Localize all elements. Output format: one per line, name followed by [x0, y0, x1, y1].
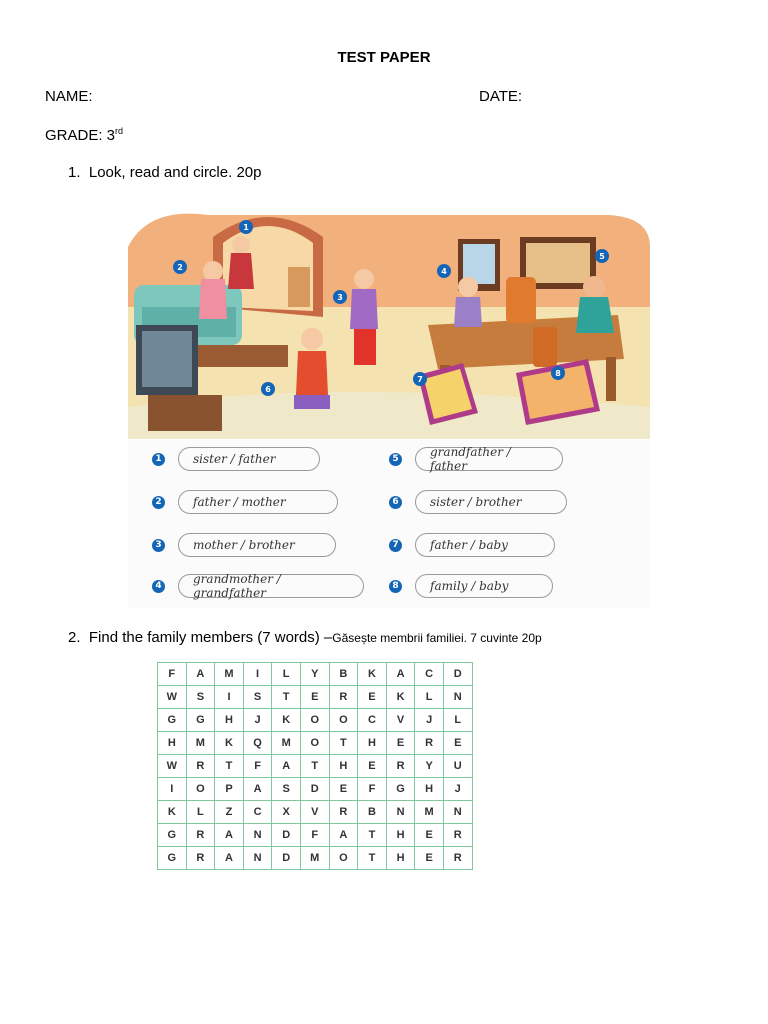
answer-pill-5[interactable]: grandfather / father — [415, 447, 563, 471]
word-search-cell[interactable]: R — [186, 755, 215, 778]
word-search-cell[interactable]: M — [215, 663, 244, 686]
answer-row-4 — [152, 574, 364, 598]
word-search-cell[interactable]: N — [243, 847, 272, 870]
word-search-cell[interactable]: Y — [415, 755, 444, 778]
word-search-cell[interactable]: W — [158, 686, 187, 709]
word-search-cell[interactable]: H — [215, 709, 244, 732]
word-search-cell[interactable]: K — [272, 709, 301, 732]
word-search-row — [158, 824, 473, 847]
word-search-cell[interactable]: L — [415, 686, 444, 709]
grade-label — [45, 126, 123, 144]
family-scene-illustration — [128, 207, 650, 439]
word-search-cell[interactable]: H — [415, 778, 444, 801]
word-search-cell[interactable]: H — [386, 824, 415, 847]
word-search-cell[interactable]: L — [272, 663, 301, 686]
word-search-cell[interactable]: N — [443, 801, 472, 824]
word-search-cell[interactable]: A — [386, 663, 415, 686]
answer-number-8: 8 — [389, 580, 402, 593]
word-search-cell[interactable]: T — [300, 755, 329, 778]
word-search-cell[interactable]: G — [158, 709, 187, 732]
word-search-cell[interactable]: K — [215, 732, 244, 755]
grade-text: GRADE: 3 — [45, 127, 116, 144]
word-search-cell[interactable]: A — [215, 847, 244, 870]
word-search-cell[interactable]: A — [243, 778, 272, 801]
word-search-cell[interactable]: R — [415, 732, 444, 755]
answer-number-6: 6 — [389, 496, 402, 509]
answer-row-7 — [389, 533, 555, 557]
word-search-cell[interactable]: I — [243, 663, 272, 686]
word-search-cell[interactable]: L — [186, 801, 215, 824]
word-search-cell[interactable]: O — [300, 732, 329, 755]
word-search-cell[interactable]: V — [386, 709, 415, 732]
scene-marker-1: 1 — [243, 223, 249, 232]
answer-number-5: 5 — [389, 453, 402, 466]
scene-marker-4: 4 — [441, 267, 447, 276]
word-search-cell[interactable]: C — [358, 709, 387, 732]
word-search-cell[interactable]: E — [443, 732, 472, 755]
word-search-cell[interactable]: E — [300, 686, 329, 709]
word-search-cell[interactable]: T — [358, 847, 387, 870]
word-search-row — [158, 778, 473, 801]
word-search-cell[interactable]: W — [158, 755, 187, 778]
word-search-cell[interactable]: R — [443, 824, 472, 847]
word-search-cell[interactable]: D — [272, 824, 301, 847]
word-search-cell[interactable]: I — [158, 778, 187, 801]
answer-pill-1[interactable]: sister / father — [178, 447, 320, 471]
word-search-row — [158, 801, 473, 824]
scene-marker-6: 6 — [265, 385, 271, 394]
grade-superscript: rd — [115, 126, 124, 136]
word-search-cell[interactable]: E — [415, 824, 444, 847]
date-label: DATE: — [479, 88, 523, 105]
word-search-cell[interactable]: Q — [243, 732, 272, 755]
word-search-cell[interactable]: V — [300, 801, 329, 824]
answer-number-4: 4 — [152, 580, 165, 593]
word-search-cell[interactable]: H — [329, 755, 358, 778]
name-label: NAME: — [45, 88, 93, 105]
word-search-cell[interactable]: A — [186, 663, 215, 686]
word-search-cell[interactable]: D — [443, 663, 472, 686]
word-search-cell[interactable]: P — [215, 778, 244, 801]
word-search-cell[interactable]: C — [415, 663, 444, 686]
word-search-cell[interactable]: R — [386, 755, 415, 778]
answer-pill-6[interactable]: sister / brother — [415, 490, 567, 514]
word-search-cell[interactable]: S — [243, 686, 272, 709]
word-search-cell[interactable]: S — [272, 778, 301, 801]
question-2-number: 2. — [68, 629, 81, 646]
answer-pill-7[interactable]: father / baby — [415, 533, 555, 557]
word-search-cell[interactable]: H — [358, 732, 387, 755]
word-search-row — [158, 686, 473, 709]
word-search-cell[interactable]: A — [329, 824, 358, 847]
answer-pill-3[interactable]: mother / brother — [178, 533, 336, 557]
word-search-cell[interactable]: O — [186, 778, 215, 801]
word-search-cell[interactable]: O — [329, 709, 358, 732]
answer-row-2 — [152, 490, 338, 514]
answer-row-6 — [389, 490, 567, 514]
question-1-number: 1. — [68, 164, 81, 181]
word-search-cell[interactable]: M — [415, 801, 444, 824]
word-search-cell[interactable]: O — [300, 709, 329, 732]
word-search-cell[interactable]: E — [329, 778, 358, 801]
word-search-cell[interactable]: B — [358, 801, 387, 824]
word-search-cell[interactable]: F — [358, 778, 387, 801]
word-search-cell[interactable]: Y — [300, 663, 329, 686]
word-search-row — [158, 755, 473, 778]
word-search-cell[interactable]: B — [329, 663, 358, 686]
scene-marker-5: 5 — [599, 252, 605, 261]
word-search-cell[interactable]: Z — [215, 801, 244, 824]
answer-pill-4[interactable]: grandmother / grandfather — [178, 574, 364, 598]
question-2-subtext: Găsește membrii familiei. 7 cuvinte 20p — [332, 631, 542, 645]
word-search-cell[interactable]: T — [358, 824, 387, 847]
word-search-cell[interactable]: O — [329, 847, 358, 870]
answer-row-1 — [152, 447, 320, 471]
answer-pill-8[interactable]: family / baby — [415, 574, 553, 598]
word-search-cell[interactable]: F — [158, 663, 187, 686]
answer-row-3 — [152, 533, 336, 557]
word-search-cell[interactable]: S — [186, 686, 215, 709]
word-search-cell[interactable]: D — [272, 847, 301, 870]
word-search-cell[interactable]: N — [386, 801, 415, 824]
word-search-cell[interactable]: M — [186, 732, 215, 755]
word-search-cell[interactable]: R — [329, 801, 358, 824]
scene-marker-7: 7 — [417, 375, 423, 384]
word-search-cell[interactable]: R — [186, 847, 215, 870]
answer-number-7: 7 — [389, 539, 402, 552]
word-search-row — [158, 663, 473, 686]
word-search-cell[interactable]: M — [300, 847, 329, 870]
word-search-cell[interactable]: C — [243, 801, 272, 824]
word-search-cell[interactable]: H — [158, 732, 187, 755]
word-search-cell[interactable]: M — [272, 732, 301, 755]
word-search-cell[interactable]: F — [243, 755, 272, 778]
question-2 — [68, 629, 542, 646]
scene-marker-8: 8 — [555, 369, 561, 378]
answer-number-2: 2 — [152, 496, 165, 509]
word-search-cell[interactable]: A — [215, 824, 244, 847]
word-search-cell[interactable]: R — [443, 847, 472, 870]
word-search-row — [158, 709, 473, 732]
word-search-row — [158, 732, 473, 755]
question-1 — [68, 164, 261, 181]
word-search-cell[interactable]: N — [243, 824, 272, 847]
word-search-cell[interactable]: G — [186, 709, 215, 732]
answer-number-1: 1 — [152, 453, 165, 466]
word-search-cell[interactable]: T — [329, 732, 358, 755]
answer-pill-2[interactable]: father / mother — [178, 490, 338, 514]
word-search-cell[interactable]: G — [158, 847, 187, 870]
page-title: TEST PAPER — [337, 49, 431, 66]
word-search-cell[interactable]: G — [158, 824, 187, 847]
word-search-cell[interactable]: J — [415, 709, 444, 732]
word-search-cell[interactable]: H — [386, 847, 415, 870]
word-search-cell[interactable]: K — [158, 801, 187, 824]
answer-row-5 — [389, 447, 563, 471]
word-search-cell[interactable]: E — [358, 686, 387, 709]
answer-number-3: 3 — [152, 539, 165, 552]
word-search-grid — [157, 662, 473, 870]
scene-marker-3: 3 — [337, 293, 343, 302]
word-search-cell[interactable]: X — [272, 801, 301, 824]
word-search-cell[interactable]: I — [215, 686, 244, 709]
word-search-cell[interactable]: A — [272, 755, 301, 778]
answer-row-8 — [389, 574, 553, 598]
word-search-cell[interactable]: K — [386, 686, 415, 709]
word-search-cell[interactable]: K — [358, 663, 387, 686]
question-2-text: Find the family members (7 words) – — [88, 629, 333, 646]
word-search-cell[interactable]: J — [243, 709, 272, 732]
word-search-cell[interactable]: G — [386, 778, 415, 801]
word-search-cell[interactable]: D — [300, 778, 329, 801]
word-search-row — [158, 847, 473, 870]
scene-marker-2: 2 — [177, 263, 183, 272]
word-search-cell[interactable]: J — [443, 778, 472, 801]
word-search-cell[interactable]: E — [415, 847, 444, 870]
word-search-cell[interactable]: N — [443, 686, 472, 709]
word-search-cell[interactable]: F — [300, 824, 329, 847]
answer-choices — [128, 440, 650, 608]
word-search-cell[interactable]: E — [386, 732, 415, 755]
word-search-cell[interactable]: L — [443, 709, 472, 732]
word-search-cell[interactable]: R — [329, 686, 358, 709]
question-1-text: Look, read and circle. 20p — [88, 164, 262, 181]
word-search-cell[interactable]: T — [215, 755, 244, 778]
word-search-cell[interactable]: T — [272, 686, 301, 709]
word-search-cell[interactable]: E — [358, 755, 387, 778]
word-search-cell[interactable]: R — [186, 824, 215, 847]
word-search-cell[interactable]: U — [443, 755, 472, 778]
